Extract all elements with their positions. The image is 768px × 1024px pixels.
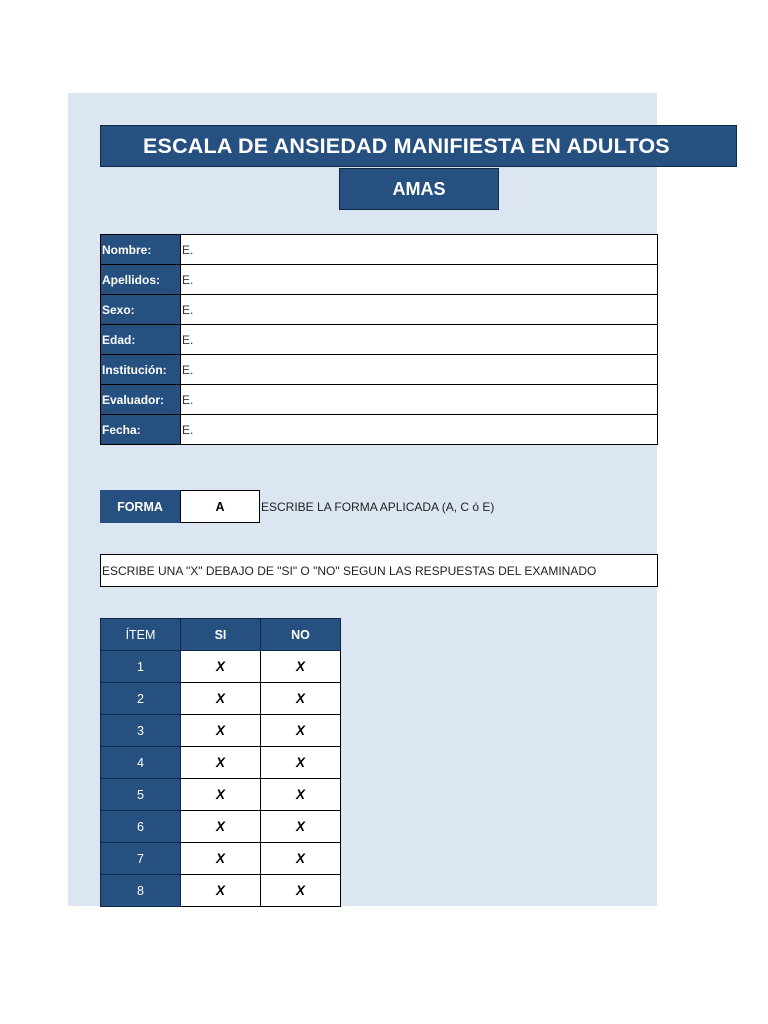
answer-no-cell[interactable]: X — [261, 843, 341, 875]
forma-hint: ESCRIBE LA FORMA APLICADA (A, C ó E) — [261, 499, 495, 514]
table-row — [101, 843, 341, 875]
item-number: 2 — [101, 683, 181, 715]
answer-si-cell[interactable]: X — [181, 715, 261, 747]
item-number: 7 — [101, 843, 181, 875]
answer-no-cell[interactable]: X — [261, 811, 341, 843]
answer-si-cell[interactable]: X — [181, 779, 261, 811]
table-row — [101, 651, 341, 683]
table-row — [101, 715, 341, 747]
page-title-text: ESCALA DE ANSIEDAD MANIFIESTA EN ADULTOS — [143, 133, 670, 158]
item-number: 3 — [101, 715, 181, 747]
column-header-item: ÍTEM — [101, 619, 181, 651]
table-row — [101, 811, 341, 843]
info-table — [100, 234, 658, 445]
forma-input[interactable]: A — [180, 490, 260, 523]
page-subtitle — [339, 168, 499, 210]
forma-label: FORMA — [100, 490, 180, 523]
answer-no-cell[interactable]: X — [261, 651, 341, 683]
page-title — [100, 125, 737, 167]
info-label-fecha: Fecha: — [101, 415, 181, 445]
info-field-evaluador[interactable]: E. — [181, 385, 658, 415]
info-label-apellidos: Apellidos: — [101, 265, 181, 295]
info-label-institucion: Institución: — [101, 355, 181, 385]
column-header-no: NO — [261, 619, 341, 651]
info-field-sexo[interactable]: E. — [181, 295, 658, 325]
info-row-evaluador — [101, 385, 658, 415]
info-label-evaluador: Evaluador: — [101, 385, 181, 415]
answer-si-cell[interactable]: X — [181, 843, 261, 875]
info-label-edad: Edad: — [101, 325, 181, 355]
table-row — [101, 683, 341, 715]
items-table — [100, 618, 341, 907]
info-row-nombre — [101, 235, 658, 265]
column-header-si: SI — [181, 619, 261, 651]
answer-si-cell[interactable]: X — [181, 747, 261, 779]
instruction-box — [100, 554, 658, 587]
item-number: 5 — [101, 779, 181, 811]
items-header-row — [101, 619, 341, 651]
page-subtitle-text: AMAS — [392, 178, 446, 199]
info-field-institucion[interactable]: E. — [181, 355, 658, 385]
info-row-institucion — [101, 355, 658, 385]
answer-no-cell[interactable]: X — [261, 779, 341, 811]
item-number: 6 — [101, 811, 181, 843]
answer-si-cell[interactable]: X — [181, 683, 261, 715]
table-row — [101, 875, 341, 907]
answer-si-cell[interactable]: X — [181, 651, 261, 683]
answer-no-cell[interactable]: X — [261, 875, 341, 907]
answer-no-cell[interactable]: X — [261, 747, 341, 779]
info-row-fecha — [101, 415, 658, 445]
answer-no-cell[interactable]: X — [261, 683, 341, 715]
info-field-fecha[interactable]: E. — [181, 415, 658, 445]
info-field-apellidos[interactable]: E. — [181, 265, 658, 295]
item-number: 4 — [101, 747, 181, 779]
info-label-sexo: Sexo: — [101, 295, 181, 325]
item-number: 8 — [101, 875, 181, 907]
info-field-edad[interactable]: E. — [181, 325, 658, 355]
item-number: 1 — [101, 651, 181, 683]
instruction-text: ESCRIBE UNA "X" DEBAJO DE "SI" O "NO" SEGUN LAS RESPUESTAS DEL EXAMINADO — [102, 563, 597, 578]
table-row — [101, 747, 341, 779]
info-row-sexo — [101, 295, 658, 325]
answer-no-cell[interactable]: X — [261, 715, 341, 747]
answer-si-cell[interactable]: X — [181, 875, 261, 907]
info-label-nombre: Nombre: — [101, 235, 181, 265]
info-row-edad — [101, 325, 658, 355]
info-row-apellidos — [101, 265, 658, 295]
table-row — [101, 779, 341, 811]
answer-si-cell[interactable]: X — [181, 811, 261, 843]
info-field-nombre[interactable]: E. — [181, 235, 658, 265]
